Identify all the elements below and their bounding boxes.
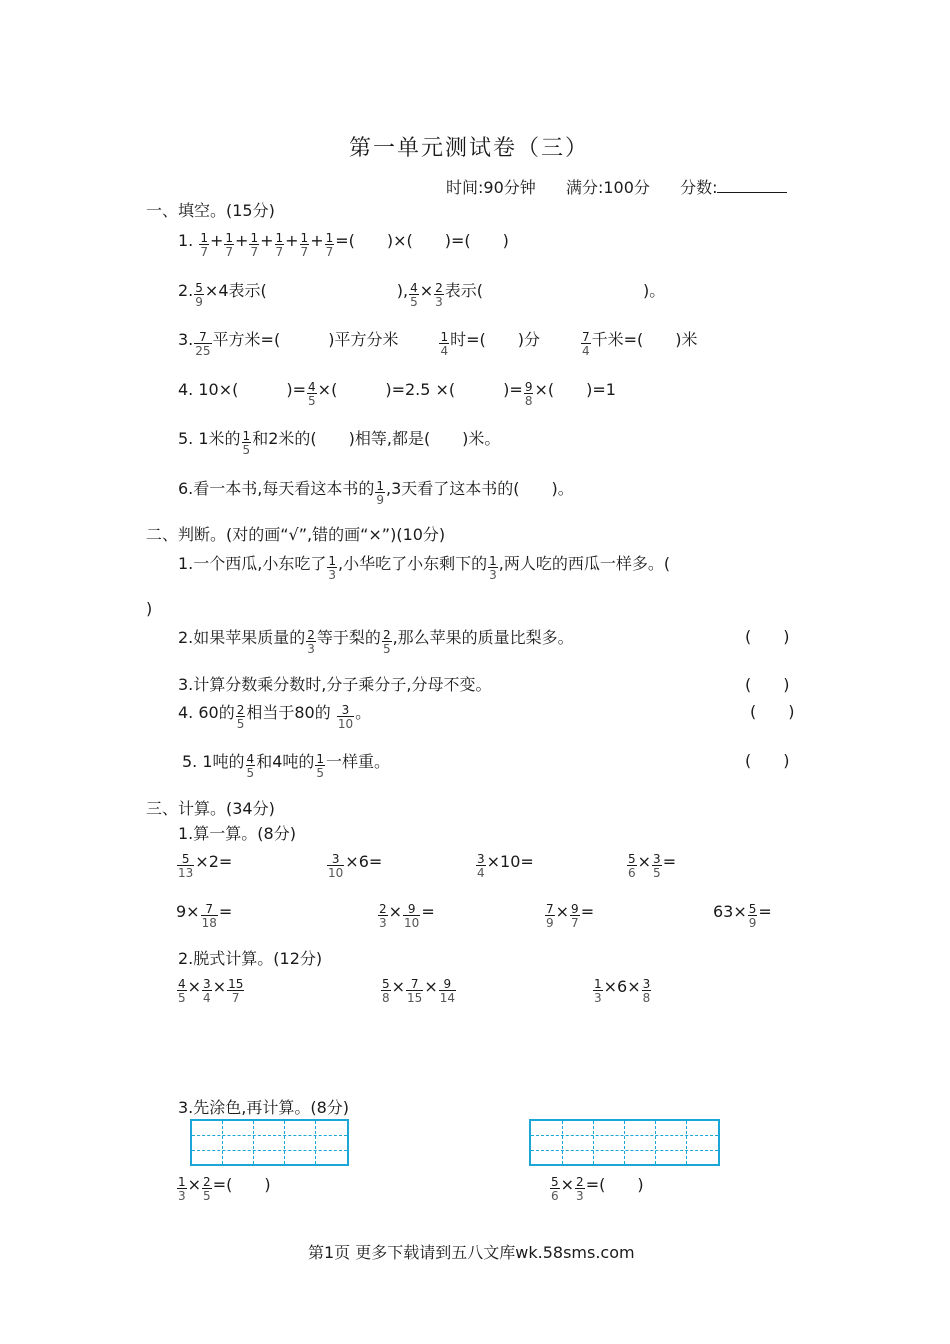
- judge-q3: 3.计算分数乘分数时,分子乘分子,分母不变。: [178, 675, 492, 694]
- fraction: $\frac{2}{3}$: [576, 1175, 584, 1203]
- judge-q5: 5. 1吨的 $\frac{4}{5}$ 和4吨的 $\frac{1}{5}$ 一样重。: [182, 752, 391, 780]
- fraction: $\frac{1}{7}$: [275, 231, 284, 259]
- fraction: $\frac{5}{9}$: [195, 281, 203, 309]
- fraction: $\frac{1}{3}$: [489, 554, 497, 582]
- fraction: $\frac{1}{4}$: [440, 330, 449, 358]
- judge-q2: 2.如果苹果质量的 $\frac{2}{3}$ 等于梨的 $\frac{2}{5}$ ,那么苹果的质量比梨多。: [178, 628, 574, 656]
- fraction: $\frac{2}{3}$: [307, 628, 315, 656]
- calc-part3-label: 3.先涂色,再计算。(8分): [178, 1098, 350, 1117]
- time-limit: 时间:90分钟: [446, 178, 536, 197]
- page-footer: 第1页 更多下载请到五八文库wk.58sms.com: [308, 1243, 635, 1262]
- fraction: $\frac{3}{10}$: [337, 703, 354, 731]
- fill-q4: 4. 10×( )= $\frac{4}{5}$ ×( )=2.5 ×( )= $\frac{9}{8}$ ×( )=1: [178, 380, 616, 408]
- fraction: $\frac{15}{7}$: [228, 977, 244, 1005]
- fraction: $\frac{1}{7}$: [225, 231, 234, 259]
- fraction: $\frac{4}{5}$: [178, 977, 186, 1005]
- calc-item: $\frac{3}{4}$ ×10=: [477, 852, 534, 880]
- fill-q6: 6.看一本书,每天看这本书的 $\frac{1}{9}$ ,3天看了这本书的( )。: [178, 479, 574, 507]
- judge-q5-answer[interactable]: ( ): [745, 751, 790, 770]
- fraction: $\frac{5}{8}$: [382, 977, 390, 1005]
- fraction: $\frac{1}{7}$: [200, 231, 208, 259]
- exam-meta: [446, 178, 787, 196]
- full-score: 满分:100分: [565, 178, 650, 197]
- section-fill-heading: 一、填空。(15分): [146, 201, 275, 220]
- fraction: $\frac{4}{5}$: [308, 380, 316, 408]
- score-blank[interactable]: [717, 178, 787, 193]
- judge-q2-answer[interactable]: ( ): [745, 627, 790, 646]
- fraction: $\frac{1}{7}$: [250, 231, 259, 259]
- fraction: $\frac{3}{10}$: [328, 852, 344, 880]
- judge-q1: 1.一个西瓜,小东吃了 $\frac{1}{3}$ ,小华吃了小东剩下的 $\frac{1}{3}$ ,两人吃的西瓜一样多。(: [178, 554, 671, 582]
- calc-expression: $\frac{4}{5}$ × $\frac{3}{4}$ × $\frac{15}{7}$: [178, 977, 244, 1005]
- fill-q5: 5. 1米的 $\frac{1}{5}$ 和2米的( )相等,都是( )米。: [178, 429, 501, 457]
- fraction: $\frac{2}{5}$: [203, 1175, 211, 1203]
- calc-coloring-a: $\frac{1}{3}$ × $\frac{2}{5}$ =( ): [178, 1175, 271, 1203]
- calc-item: $\frac{3}{10}$ ×6=: [328, 852, 383, 880]
- score-label: 分数:: [680, 178, 718, 197]
- coloring-grid-left[interactable]: [190, 1119, 349, 1166]
- fill-q2: 2. $\frac{5}{9}$ ×4表示( ), $\frac{4}{5}$ × $\frac{2}{3}$ 表示( )。: [178, 281, 666, 309]
- fraction: $\frac{4}{5}$: [246, 752, 255, 780]
- fraction: $\frac{1}{3}$: [178, 1175, 186, 1203]
- fill-q3: 3. $\frac{7}{25}$ 平方米=( )平方分米 $\frac{1}{4}$ 时=( )分 $\frac{7}{4}$ 千米=( )米: [178, 330, 698, 358]
- calc-part2-label: 2.脱式计算。(12分): [178, 949, 323, 968]
- fraction: $\frac{7}{4}$: [582, 330, 590, 358]
- fill-q1: 1. $\frac{1}{7}$ + $\frac{1}{7}$ + $\frac{1}{7}$ + $\frac{1}{7}$ + $\frac{1}{7}$ + $\frac{1}{7}$ =( )×( )=( ): [178, 231, 509, 259]
- fraction: $\frac{9}{8}$: [524, 380, 533, 408]
- fraction: $\frac{7}{18}$: [201, 902, 217, 930]
- fraction: $\frac{2}{5}$: [236, 703, 245, 731]
- fraction: $\frac{1}{7}$: [325, 231, 334, 259]
- calc-item: $\frac{5}{6}$ × $\frac{3}{5}$ =: [628, 852, 677, 880]
- fraction: $\frac{3}{5}$: [653, 852, 661, 880]
- fraction: $\frac{3}{8}$: [642, 977, 651, 1005]
- fraction: $\frac{1}{9}$: [376, 479, 384, 507]
- calc-expression: $\frac{5}{8}$ × $\frac{7}{15}$ × $\frac{9}{14}$: [382, 977, 456, 1005]
- fraction: $\frac{1}{3}$: [594, 977, 602, 1005]
- section-judge-heading: 二、判断。(对的画“√”,错的画“×”)(10分): [146, 525, 446, 544]
- fraction: $\frac{5}{6}$: [628, 852, 636, 880]
- q1-blanks[interactable]: =( )×( )=( ): [335, 231, 509, 250]
- page-title: 第一单元测试卷（三）: [349, 136, 590, 161]
- fraction: $\frac{1}{3}$: [328, 554, 336, 582]
- calc-item: 63× $\frac{5}{9}$ =: [713, 902, 772, 930]
- fraction: $\frac{1}{7}$: [300, 231, 309, 259]
- fraction: $\frac{5}{13}$: [178, 852, 194, 880]
- calc-item: $\frac{7}{9}$ × $\frac{9}{7}$ =: [546, 902, 595, 930]
- fraction: $\frac{2}{3}$: [435, 281, 443, 309]
- calc-item: 9× $\frac{7}{18}$ =: [176, 902, 233, 930]
- calc-expression: $\frac{1}{3}$ ×6× $\frac{3}{8}$: [594, 977, 651, 1005]
- calc-part1-label: 1.算一算。(8分): [178, 824, 296, 843]
- fraction: $\frac{1}{5}$: [242, 429, 251, 457]
- fraction: $\frac{5}{6}$: [551, 1175, 559, 1203]
- calc-item: $\frac{2}{3}$ × $\frac{9}{10}$ =: [379, 902, 435, 930]
- fraction: $\frac{2}{3}$: [379, 902, 387, 930]
- fraction: $\frac{5}{9}$: [748, 902, 757, 930]
- fraction: $\frac{2}{5}$: [382, 628, 391, 656]
- fraction: $\frac{9}{10}$: [404, 902, 420, 930]
- calc-item: $\frac{5}{13}$ ×2=: [178, 852, 233, 880]
- fraction: $\frac{9}{14}$: [439, 977, 456, 1005]
- fraction: $\frac{7}{15}$: [407, 977, 423, 1005]
- fraction: $\frac{7}{9}$: [546, 902, 554, 930]
- judge-q3-answer[interactable]: ( ): [745, 675, 790, 694]
- fraction: $\frac{3}{4}$: [203, 977, 211, 1005]
- section-calc-heading: 三、计算。(34分): [146, 799, 275, 818]
- fraction: $\frac{3}{4}$: [477, 852, 485, 880]
- coloring-grid-right[interactable]: [529, 1119, 720, 1166]
- fraction: $\frac{4}{5}$: [410, 281, 418, 309]
- calc-coloring-b: $\frac{5}{6}$ × $\frac{2}{3}$ =( ): [551, 1175, 644, 1203]
- judge-q4-answer[interactable]: ( ): [750, 702, 795, 721]
- judge-q4: 4. 60的 $\frac{2}{5}$ 相当于80的 $\frac{3}{10}$ 。: [178, 703, 372, 731]
- judge-q1-paren-close[interactable]: ): [146, 599, 153, 618]
- fraction: $\frac{1}{5}$: [316, 752, 325, 780]
- fraction: $\frac{7}{25}$: [195, 330, 211, 358]
- fraction: $\frac{9}{7}$: [571, 902, 579, 930]
